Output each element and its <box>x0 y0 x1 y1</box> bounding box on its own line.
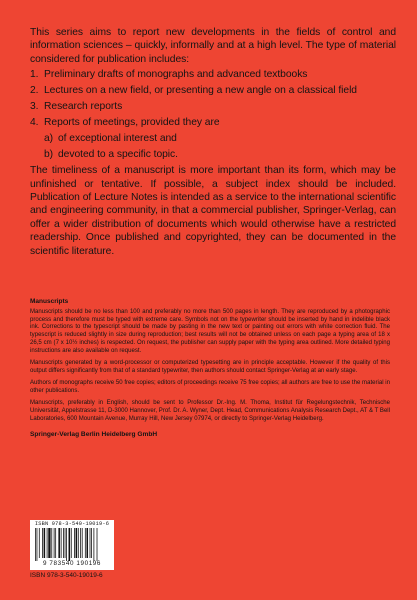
barcode-bar <box>55 528 56 558</box>
barcode-bar <box>86 528 88 558</box>
list-item-text: Preliminary drafts of monographs and advanced textbooks <box>44 69 308 81</box>
publisher-name: Springer-Verlag Berlin Heidelberg GmbH <box>30 430 158 438</box>
barcode-bar <box>91 528 92 558</box>
barcode-bar <box>42 528 43 558</box>
barcode-bar <box>69 528 71 561</box>
barcode-bar <box>82 528 83 558</box>
list-item-text: Research reports <box>44 101 123 113</box>
barcode-bar <box>94 528 95 561</box>
barcode <box>30 520 114 570</box>
barcode-bar <box>63 528 64 558</box>
barcode-bar <box>44 528 46 558</box>
barcode-bar <box>80 528 81 558</box>
barcode-bar <box>66 528 67 561</box>
barcode-bar <box>65 528 66 558</box>
list-item <box>30 84 396 97</box>
barcode-bar <box>47 528 48 558</box>
list-item-number: 3. <box>30 101 39 113</box>
barcode-bar <box>58 528 60 558</box>
manuscripts-paragraph: Authors of monographs receive 50 free copies; editors of proceedings receive 75 free copies; all authors are free to use the material in other publications. <box>30 380 390 394</box>
barcode-bar <box>37 528 38 561</box>
manuscripts-paragraph: Manuscripts should be no less than 100 and preferably no more than 500 pages in length. They are reproduced by a photographic process and therefore must be typed with extreme care. Symbols not on the typewriter should be inserted by hand in indelible black ink. Corrections to the typescript should be made by pasting in the new text or painting out errors with white correction fluid. The typescript is reduced slightly in size during reproduction; best results will not be obtained unless on each page a typing area of 18 x 26,5 cm (7 x 10½ inches) is respected. On request, the publisher can supply paper with the typing area outlined. More detailed typing instructions are also available on request. <box>30 308 390 354</box>
material-list <box>30 68 396 129</box>
isbn-text: ISBN 978-3-540-19019-6 <box>30 572 103 579</box>
barcode-bar <box>71 528 72 558</box>
barcode-isbn-label: ISBN 978-3-540-19019-6 <box>34 520 110 527</box>
manuscripts-heading: Manuscripts <box>30 298 69 305</box>
series-description <box>30 26 396 258</box>
barcode-bar <box>61 528 62 558</box>
sub-list-text: of exceptional interest and <box>58 132 177 144</box>
barcode-bar <box>74 528 75 558</box>
timeliness-paragraph: The timeliness of a manuscript is more important than its form, which may be unfinished or tentative. If possible, a subject index should be included. Publication of Lecture Notes is intended as a service to the international scientific and engineering community, in that a commercial publisher, Springer-Verlag, can offer a wider distribution of documents which would otherwise have a restricted readership. Once published and copyrighted, they can be documented in the scientific literature. <box>30 165 396 257</box>
barcode-bar <box>90 528 91 558</box>
barcode-bar <box>76 528 78 558</box>
list-item-number: 4. <box>30 116 39 128</box>
barcode-bars <box>33 528 111 561</box>
barcode-bar <box>51 528 52 558</box>
barcode-bar <box>97 528 98 561</box>
sub-list-letter: b) <box>44 148 54 160</box>
list-item <box>30 100 396 113</box>
barcode-digits: 9 783540 190196 <box>42 560 102 567</box>
sub-list-item <box>30 132 396 145</box>
sub-list-text: devoted to a specific topic. <box>58 148 178 160</box>
list-item-number: 1. <box>30 69 39 81</box>
list-item <box>30 116 396 129</box>
list-item-text: Lectures on a new field, or presenting a new angle on a classical field <box>44 85 357 97</box>
barcode-bar <box>78 528 79 558</box>
manuscripts-paragraph: Manuscripts generated by a word-processor or computerized typesetting are in principle acceptable. However if the quality of this output differs significantly from that of a standard typewriter, then authors should contact Springer-Verlag at an early stage. <box>30 360 390 374</box>
sub-list-letter: a) <box>44 132 54 144</box>
list-item-text: Reports of meetings, provided they are <box>44 116 220 128</box>
intro-opening: This series aims to report new developments in the fields of control and information sciences – quickly, informally and at a high level. The type of material considered for publication includes: <box>30 27 396 65</box>
barcode-bar <box>54 528 55 558</box>
barcode-bar <box>35 528 36 561</box>
barcode-bar <box>85 528 86 558</box>
manuscripts-section <box>30 298 390 443</box>
sub-list-item <box>30 148 396 161</box>
list-item <box>30 68 396 81</box>
manuscripts-paragraph: Manuscripts, preferably in English, should be sent to Professor Dr.-Ing. M. Thoma, Institut für Regelungstechnik, Technische Universität, Appelstrasse 11, D-3000 Hannover, Prof. Dr. A. Wyner, Dept. Head, Communications Analysis Research Dept., AT & T Bell Laboratories, 600 Mountain Avenue, Murray Hill, New Jersey 07974, or directly to Springer-Verlag Heidelberg. <box>30 400 390 422</box>
barcode-bar <box>48 528 50 558</box>
list-item-number: 2. <box>30 85 39 97</box>
barcode-bar <box>39 528 40 558</box>
